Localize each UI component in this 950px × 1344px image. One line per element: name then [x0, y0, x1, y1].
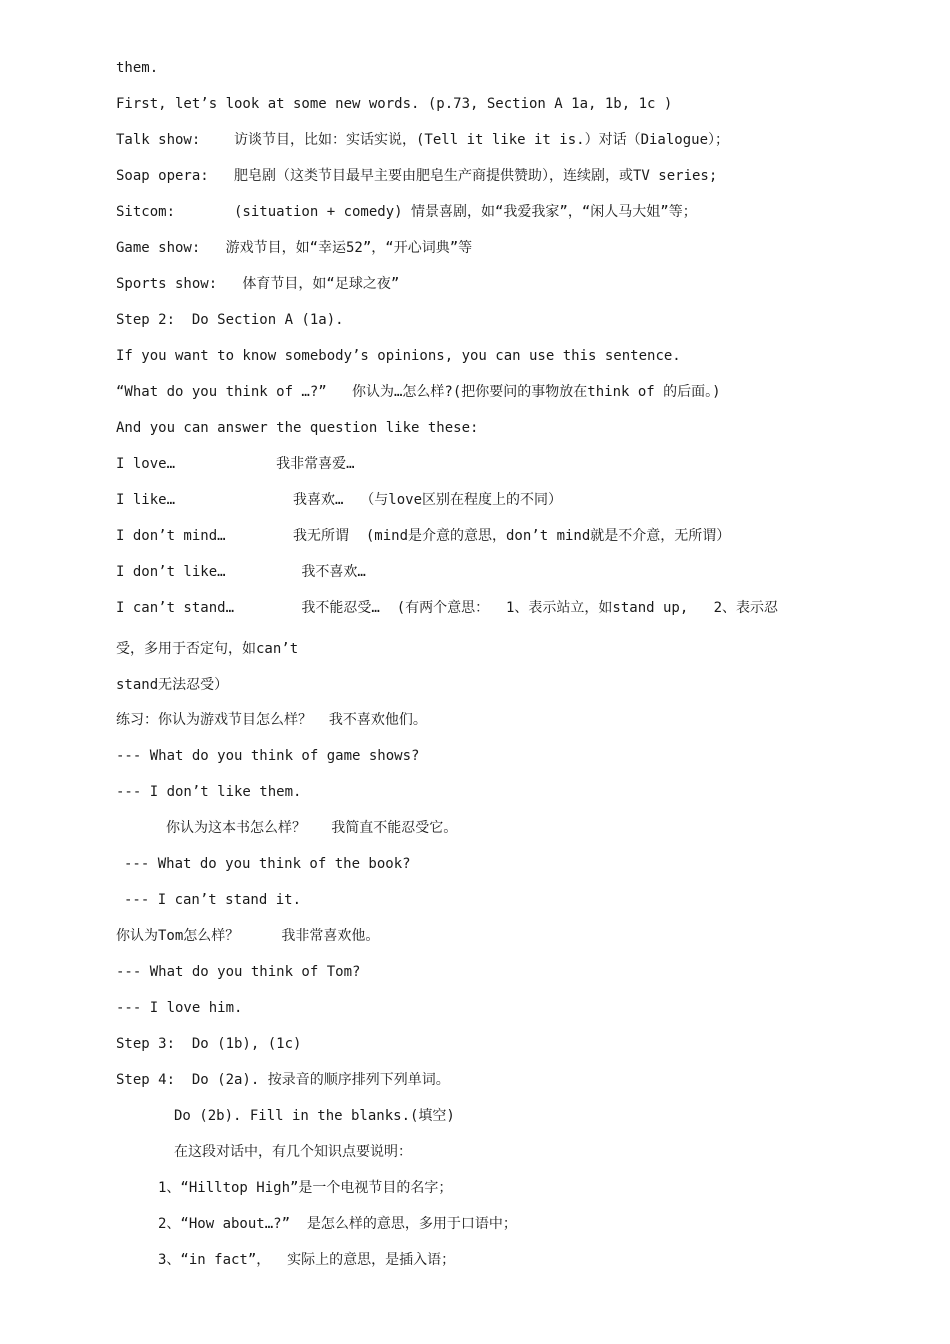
text-line: Sports show: 体育节目，如“足球之夜” [116, 276, 400, 292]
text-line: I can’t stand… 我不能忍受… (有两个意思： 1、表示站立，如stand up, 2、表示忍 [116, 600, 779, 616]
text-line: Step 2: Do Section A (1a). [116, 312, 344, 328]
text-line: --- I don’t like them. [116, 784, 302, 800]
text-line: Soap opera: 肥皂剧（这类节目最早主要由肥皂生产商提供赞助），连续剧，或TV series; [116, 168, 718, 184]
text-line: them. [116, 60, 159, 76]
text-line: 练习：你认为游戏节目怎么样？ 我不喜欢他们。 [116, 712, 427, 728]
text-line: I like… 我喜欢… （与love区别在程度上的不同） [116, 492, 563, 508]
text-line: 你认为Tom怎么样？ 我非常喜欢他。 [116, 928, 380, 944]
text-line: Talk show: 访谈节目，比如：实话实说，(Tell it like it is.）对话（Dialogue）； [116, 132, 730, 148]
text-line: “What do you think of …?” 你认为…怎么样?(把你要问的事物放在think of 的后面。) [116, 384, 721, 400]
text-line: Step 4: Do (2a). 按录音的顺序排列下列单词。 [116, 1072, 450, 1088]
text-line: --- I can’t stand it. [124, 892, 302, 908]
text-line: First, let’s look at some new words. (p.73, Section A 1a, 1b, 1c ) [116, 96, 673, 112]
text-line: 1、“Hilltop High”是一个电视节目的名字； [158, 1180, 453, 1196]
text-line: --- What do you think of game shows? [116, 748, 420, 764]
text-line: --- What do you think of Tom? [116, 964, 361, 980]
text-line: Sitcom: (situation + comedy) 情景喜剧，如“我爱我家”，“闲人马大姐”等； [116, 204, 697, 220]
text-line: I love… 我非常喜爱… [116, 456, 355, 472]
text-line: --- What do you think of the book? [124, 856, 411, 872]
text-line: And you can answer the question like these: [116, 420, 479, 436]
text-line: 你认为这本书怎么样？ 我简直不能忍受它。 [166, 820, 458, 836]
text-line: Step 3: Do (1b), (1c) [116, 1036, 302, 1052]
text-line: If you want to know somebody’s opinions, you can use this sentence. [116, 348, 681, 364]
text-line: Game show: 游戏节目，如“幸运52”，“开心词典”等 [116, 240, 473, 256]
text-line: stand无法忍受） [116, 677, 229, 693]
text-line: Do (2b). Fill in the blanks.(填空) [174, 1108, 455, 1124]
text-line: 受，多用于否定句，如can’t [116, 641, 299, 657]
text-line: I don’t like… 我不喜欢… [116, 564, 366, 580]
text-line: 2、“How about…?” 是怎么样的意思，多用于口语中； [158, 1216, 517, 1232]
text-line: I don’t mind… 我无所谓 (mind是介意的意思，don’t mind就是不介意，无所谓） [116, 528, 731, 544]
text-line: 3、“in fact”， 实际上的意思，是插入语； [158, 1252, 456, 1268]
text-line: 在这段对话中，有几个知识点要说明： [174, 1144, 412, 1160]
text-line: --- I love him. [116, 1000, 243, 1016]
